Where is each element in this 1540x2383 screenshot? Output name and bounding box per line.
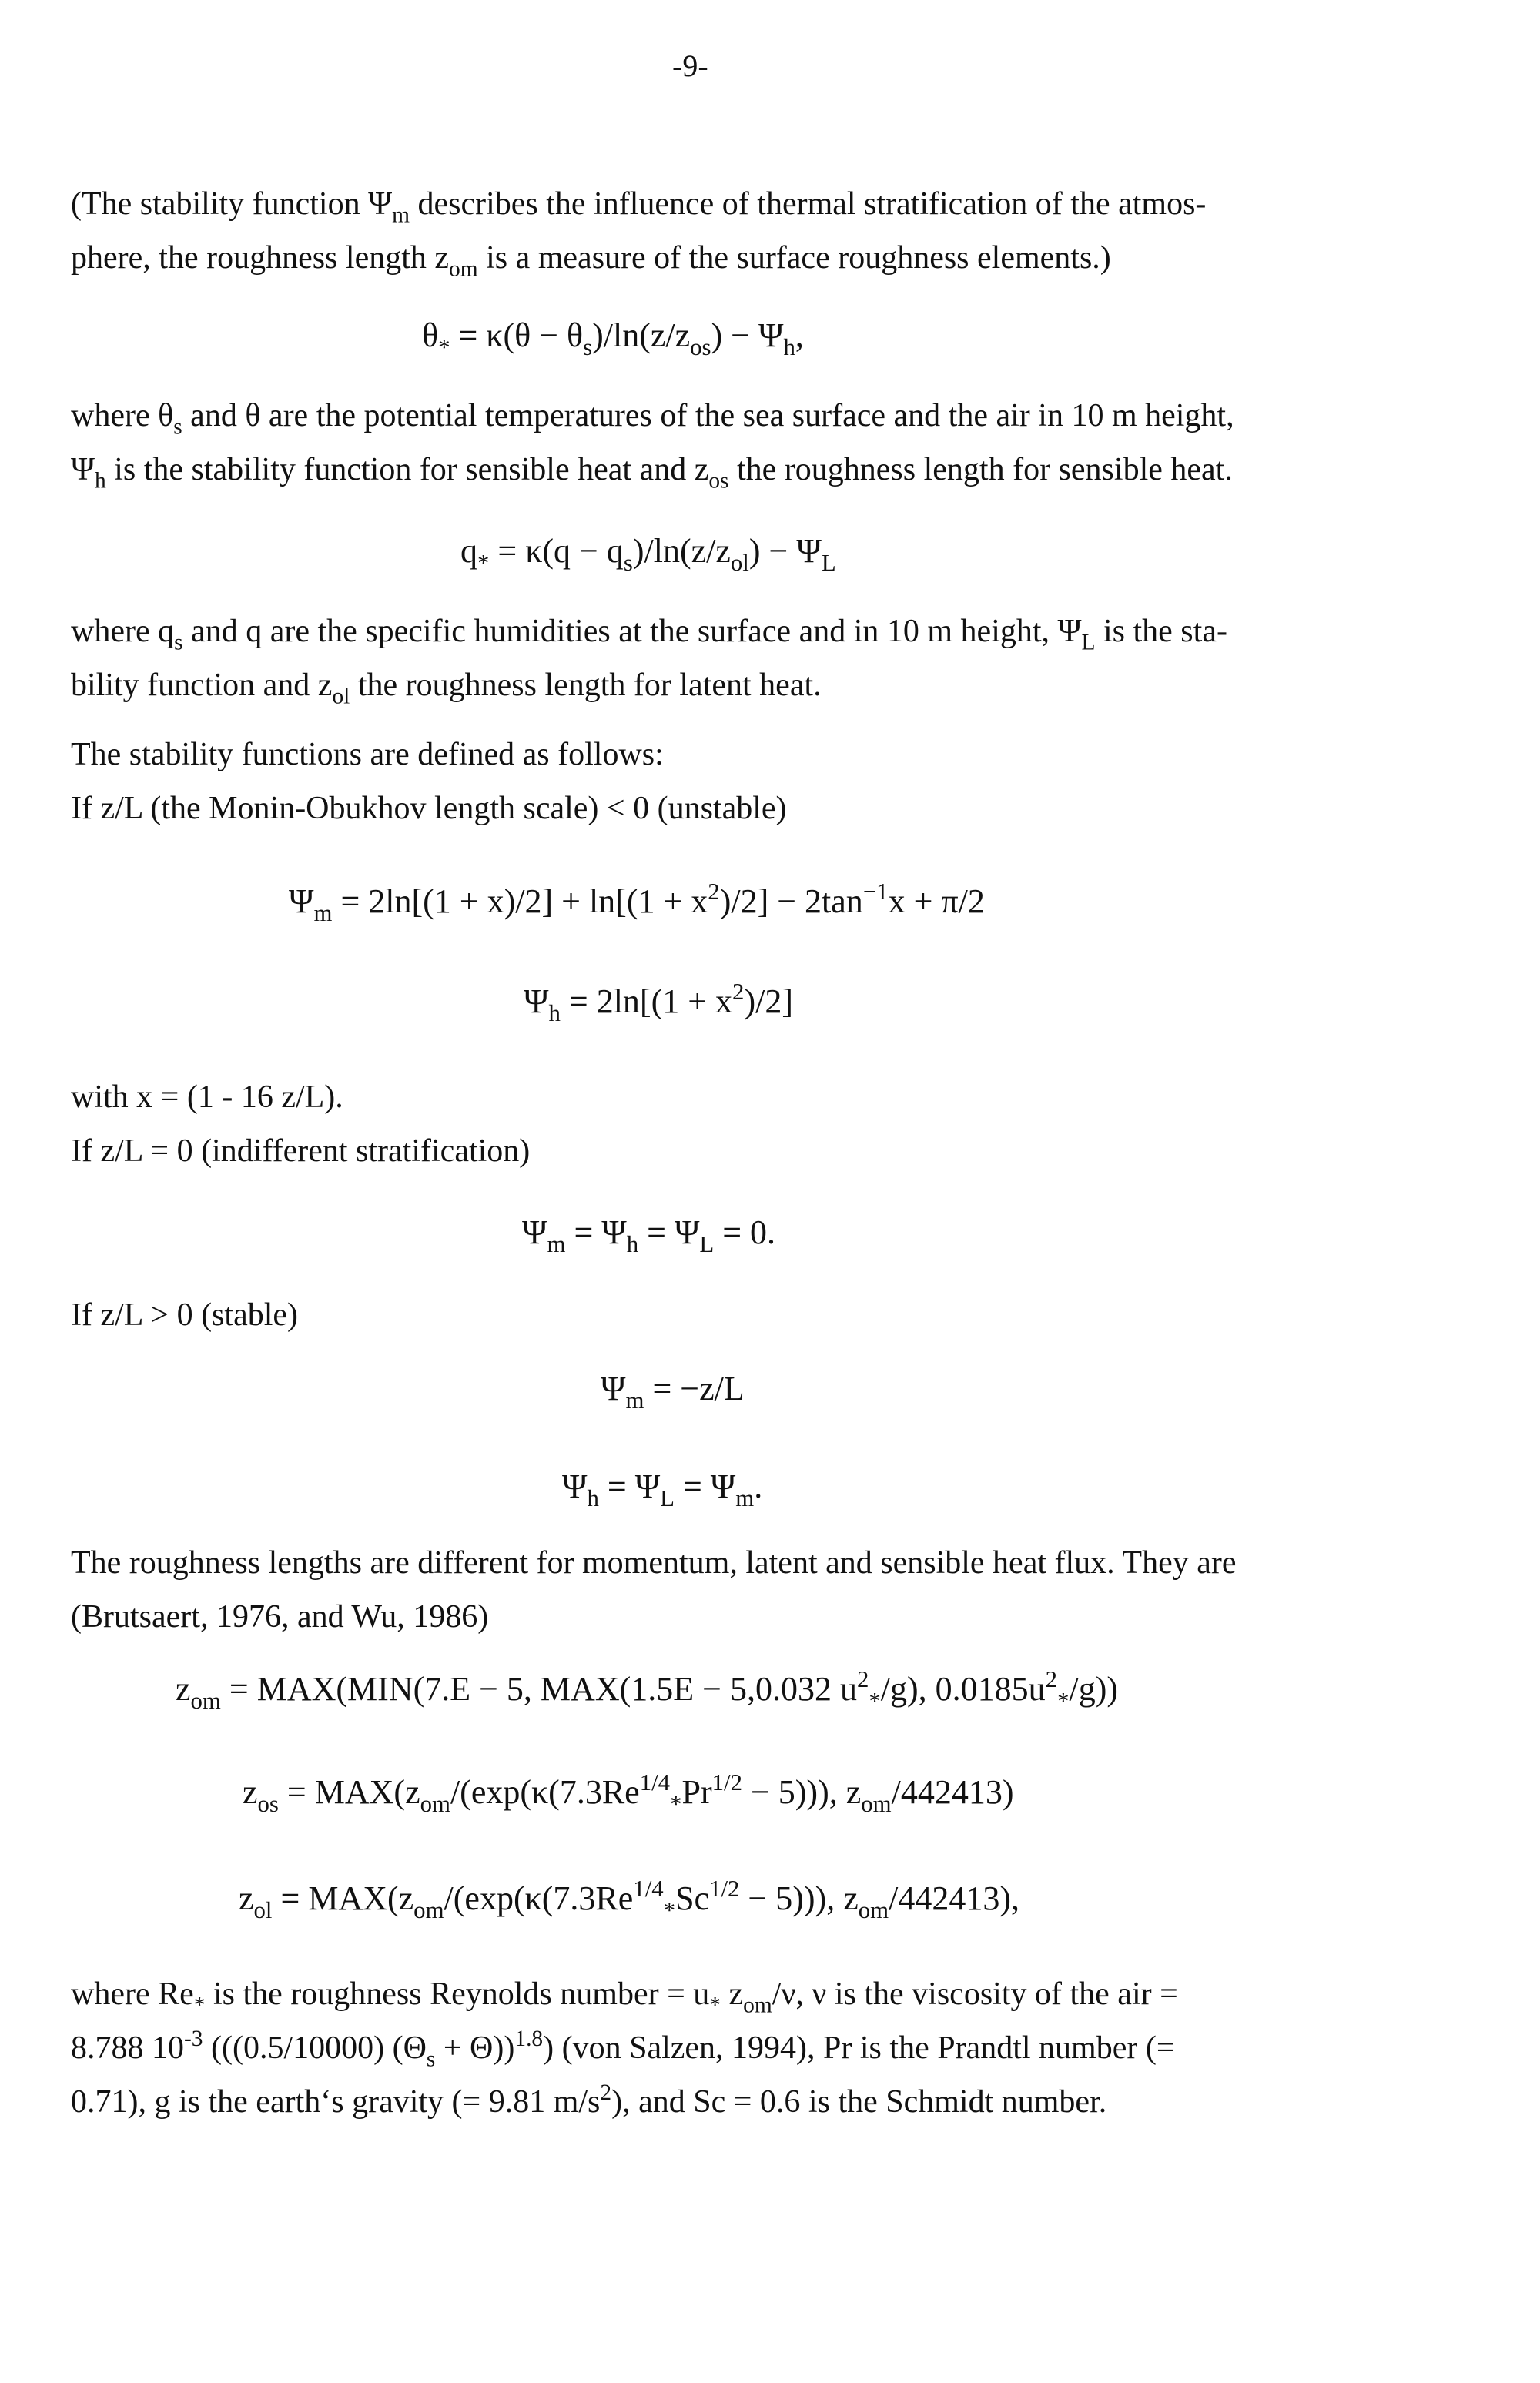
equation-psi-h-unstable: $\Psi_h = 2\ln[(1 + x^2)/2]$ xyxy=(524,979,793,1026)
stability-defined-text: The stability functions are defined as follows: xyxy=(71,737,664,772)
equation-z-ol: $z_{ol} = MAX(z_{om}/(\exp(\kappa(7.3Re^{1/4}_*Sc^{1/2} - 5)))$, $z_{om}/442413$), xyxy=(239,1876,1019,1923)
condition-unstable: If z/L (the Monin-Obukhov length scale) < 0 (unstable) xyxy=(71,791,787,826)
equation-psi-h-stable: $\Psi_h = \Psi_L = \Psi_m$. xyxy=(562,1468,763,1511)
final-line-3: 0.71), g is the earth‘s gravity (= 9.81 $m/s^2$), and Sc = 0.6 is the Schmidt number. xyxy=(71,2080,1107,2120)
equation-z-os: $z_{os} = MAX(z_{om}/(\exp(\kappa(7.3Re^{1/4}_*Pr^{1/2} - 5)))$, $z_{om}/442413$) xyxy=(243,1769,1014,1817)
theta-line-1: where $\theta_s$ and θ are the potential temperatures of the sea surface and the air in 10 m height, xyxy=(71,398,1234,440)
final-line-1: where $Re_*$ is the roughness Reynolds number = $u_*$ $z_{om}/\nu$, ν is the viscosity of the air = xyxy=(71,1976,1178,2018)
q-line-1: where $q_s$ and q are the specific humidities at the surface and in 10 m height, $\Psi_L$ is the sta- xyxy=(71,614,1227,655)
roughness-line-1: The roughness lengths are different for momentum, latent and sensible heat flux. They are xyxy=(71,1545,1237,1581)
equation-psi-m-stable: $\Psi_m = -z/L$ xyxy=(601,1370,745,1414)
intro-line-1: (The stability function $\Psi_m$ describes the influence of thermal stratification of the atmos- xyxy=(71,186,1207,228)
condition-stable: If z/L > 0 (stable) xyxy=(71,1297,299,1333)
final-paragraph xyxy=(71,1967,1334,2129)
unstable-notes xyxy=(71,1070,1334,1178)
equation-indifferent: $\Psi_m = \Psi_h = \Psi_L = 0$. xyxy=(522,1213,776,1257)
condition-indifferent: If z/L = 0 (indifferent stratification) xyxy=(71,1133,531,1169)
equation-psi-m-unstable: $\Psi_m = 2\ln[(1 + x)/2] + \ln[(1 + x^2)/2] - 2\tan^{-1}x + \pi/2$ xyxy=(289,879,985,926)
with-x-text: with x = (1 - 16 z/L). xyxy=(71,1079,343,1115)
page-number: -9- xyxy=(672,49,708,83)
stability-functions-intro xyxy=(71,728,1334,835)
final-line-2: 8.788 $10^{-3}$ (((0.5/10000) $(\Theta_s + \Theta))^{1.8}$) (von Salzen, 1994), Pr is the Prandtl number (= xyxy=(71,2026,1175,2072)
roughness-line-2: (Brutsaert, 1976, and Wu, 1986) xyxy=(71,1599,489,1635)
roughness-lengths-paragraph xyxy=(71,1536,1334,1644)
theta-description xyxy=(71,389,1334,497)
q-line-2: bility function and $z_{ol}$ the roughness length for latent heat. xyxy=(71,668,822,709)
equation-theta-star: $\theta_* = \kappa(\theta - \theta_s)/\ln(z/z_{os}) - \Psi_h$, xyxy=(422,316,804,360)
q-description xyxy=(71,604,1334,712)
theta-line-2: $\Psi_h$ is the stability function for sensible heat and $z_{os}$ the roughness length for sensible heat. xyxy=(71,452,1233,494)
equation-z-om: $z_{om} = MAX(MIN(7.E - 5$, MAX(1.5E − 5,0.032 $u^2_*/g$), $0.0185u^2_*/g$)) xyxy=(176,1666,1118,1714)
intro-paragraph xyxy=(71,177,1334,285)
equation-q-star: $q_* = \kappa(q - q_s)/\ln(z/z_{ol}) - \Psi_L$ xyxy=(460,532,836,576)
intro-line-2: phere, the roughness length $z_{om}$ is a measure of the surface roughness elements.) xyxy=(71,240,1111,282)
